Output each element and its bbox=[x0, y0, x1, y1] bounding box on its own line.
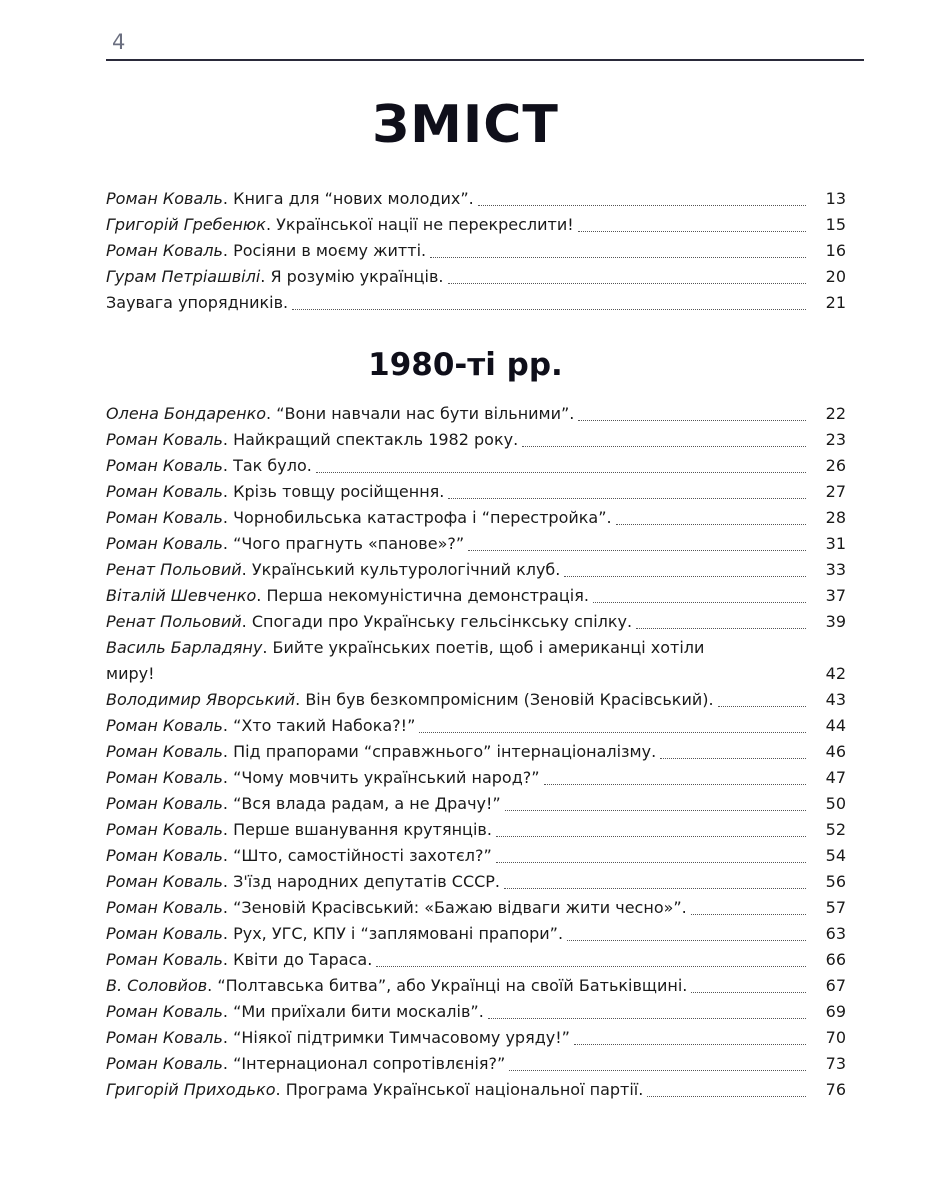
toc-entry[interactable] bbox=[106, 453, 846, 479]
toc-entry-author: Роман Коваль bbox=[106, 768, 223, 787]
toc-entry-title: Заувага упорядників. bbox=[106, 293, 289, 312]
toc-entry-page: 46 bbox=[825, 742, 846, 761]
toc-entry-author: В. Соловйов bbox=[106, 976, 208, 995]
toc-entry-text: Роман Коваль. Так було. bbox=[106, 456, 312, 475]
toc-entry-text: Роман Коваль. Перше вшанування крутянців. bbox=[106, 820, 492, 839]
toc-entry-page: 54 bbox=[825, 846, 846, 865]
toc-entry-author: Василь Барладяну bbox=[106, 638, 263, 657]
toc-entry-page: 73 bbox=[825, 1054, 846, 1073]
toc-entry-page: 21 bbox=[825, 293, 846, 312]
header-rule bbox=[106, 59, 864, 61]
toc-entry-text: Роман Коваль. Чорнобильська катастрофа і “перестройка”. bbox=[106, 508, 612, 527]
dot-leader bbox=[578, 420, 806, 421]
toc-entry-title: Програма Української національної партії. bbox=[285, 1080, 644, 1099]
toc-entry-text: Григорій Гребенюк. Української нації не перекреслити! bbox=[106, 215, 574, 234]
toc-entry[interactable] bbox=[106, 583, 846, 609]
toc-entry-text: Віталій Шевченко. Перша некомуністична демонстрація. bbox=[106, 586, 589, 605]
toc-entry-title: Бийте українських поетів, щоб і американці хотіли bbox=[272, 638, 705, 657]
toc-entry-title-continuation: миру! bbox=[106, 664, 155, 683]
dot-leader bbox=[488, 1018, 806, 1019]
toc-entry-page: 69 bbox=[825, 1002, 846, 1021]
toc-entry-page: 26 bbox=[825, 456, 846, 475]
dot-leader bbox=[718, 706, 806, 707]
dot-leader bbox=[564, 576, 806, 577]
toc-entry-page: 39 bbox=[825, 612, 846, 631]
toc-entry-text: Роман Коваль. “Чому мовчить український народ?” bbox=[106, 768, 540, 787]
toc-entry-title: “Вся влада радам, а не Драчу!” bbox=[233, 794, 501, 813]
toc-entry[interactable] bbox=[106, 401, 846, 427]
dot-leader bbox=[574, 1044, 806, 1045]
toc-entry-title: Він був безкомпромісним (Зеновій Красівський). bbox=[305, 690, 714, 709]
toc-entry-author: Роман Коваль bbox=[106, 241, 223, 260]
toc-entry[interactable] bbox=[106, 791, 846, 817]
toc-entry[interactable] bbox=[106, 817, 846, 843]
toc-entry[interactable] bbox=[106, 1025, 846, 1051]
toc-entry-text: Роман Коваль. Росіяни в моєму житті. bbox=[106, 241, 427, 260]
toc-entry-page: 47 bbox=[825, 768, 846, 787]
toc-entry[interactable] bbox=[106, 895, 846, 921]
toc-entry[interactable] bbox=[106, 921, 846, 947]
toc-entry-page: 57 bbox=[825, 898, 846, 917]
toc-entry-page: 42 bbox=[825, 664, 846, 683]
toc-entry-title: “Ми приїхали бити москалів”. bbox=[233, 1002, 484, 1021]
toc-entry-page: 67 bbox=[825, 976, 846, 995]
toc-entry[interactable] bbox=[106, 713, 846, 739]
dot-leader bbox=[496, 862, 806, 863]
toc-entry-author: Григорій Приходько bbox=[106, 1080, 276, 1099]
dot-leader bbox=[505, 810, 806, 811]
toc-entry-title: “Полтавська битва”, або Українці на своїй Батьківщині. bbox=[217, 976, 688, 995]
dot-leader bbox=[544, 784, 806, 785]
toc-entry[interactable] bbox=[106, 212, 846, 238]
toc-entry-title: Спогади про Українську гельсінкську спілку. bbox=[251, 612, 633, 631]
toc-entry-author: Роман Коваль bbox=[106, 924, 223, 943]
toc-entry[interactable] bbox=[106, 687, 846, 713]
toc-entry-title: “Вони навчали нас бути вільними”. bbox=[276, 404, 575, 423]
dot-leader bbox=[430, 257, 806, 258]
toc-entry-page: 66 bbox=[825, 950, 846, 969]
toc-entry-title: Я розумію українців. bbox=[270, 267, 444, 286]
dot-leader bbox=[616, 524, 806, 525]
toc-entry-author: Віталій Шевченко bbox=[106, 586, 257, 605]
dot-leader bbox=[660, 758, 806, 759]
toc-entry-text: Роман Коваль. “Вся влада радам, а не Драчу!” bbox=[106, 794, 501, 813]
dot-leader bbox=[647, 1096, 806, 1097]
toc-entry-title: З'їзд народних депутатів СССР. bbox=[233, 872, 501, 891]
toc-entry-page: 23 bbox=[825, 430, 846, 449]
dot-leader bbox=[509, 1070, 806, 1071]
toc-entry-title: Крізь товщу російщення. bbox=[233, 482, 445, 501]
toc-entry[interactable] bbox=[106, 505, 846, 531]
toc-entry-text: Ренат Польовий. Спогади про Українську гельсінкську спілку. bbox=[106, 612, 633, 631]
toc-entry-page: 20 bbox=[825, 267, 846, 286]
toc-intro-list bbox=[106, 186, 846, 316]
toc-entry-page: 28 bbox=[825, 508, 846, 527]
toc-main-list bbox=[106, 401, 846, 1103]
toc-entry-page: 76 bbox=[825, 1080, 846, 1099]
toc-entry-title: Книга для “нових молодих”. bbox=[233, 189, 474, 208]
toc-entry[interactable] bbox=[106, 947, 846, 973]
toc-entry-title: “Што, самостійності захотєл?” bbox=[233, 846, 492, 865]
toc-entry-title: Найкращий спектакль 1982 року. bbox=[233, 430, 519, 449]
toc-entry[interactable] bbox=[106, 1051, 846, 1077]
toc-entry-title: Перша некомуністична демонстрація. bbox=[266, 586, 589, 605]
dot-leader bbox=[522, 446, 806, 447]
toc-entry-title: Перше вшанування крутянців. bbox=[233, 820, 492, 839]
toc-entry-page: 63 bbox=[825, 924, 846, 943]
dot-leader bbox=[593, 602, 806, 603]
toc-entry-text: Роман Коваль. Крізь товщу російщення. bbox=[106, 482, 445, 501]
dot-leader bbox=[567, 940, 806, 941]
toc-entry-text: Роман Коваль. “Чого прагнуть «панове»?” bbox=[106, 534, 465, 553]
page-title: ЗМІСТ bbox=[372, 95, 559, 155]
toc-entry-text: Роман Коваль. “Хто такий Набока?!” bbox=[106, 716, 416, 735]
dot-leader bbox=[578, 231, 806, 232]
toc-entry[interactable] bbox=[106, 238, 846, 264]
toc-entry-author: Роман Коваль bbox=[106, 898, 223, 917]
dot-leader bbox=[478, 205, 806, 206]
toc-entry-text: Роман Коваль. Квіти до Тараса. bbox=[106, 950, 373, 969]
toc-entry-author: Роман Коваль bbox=[106, 430, 223, 449]
toc-entry-page: 37 bbox=[825, 586, 846, 605]
toc-entry-author: Роман Коваль bbox=[106, 846, 223, 865]
toc-entry-text: Роман Коваль. З'їзд народних депутатів СССР. bbox=[106, 872, 501, 891]
toc-entry-page: 22 bbox=[825, 404, 846, 423]
toc-entry-author: Роман Коваль bbox=[106, 716, 223, 735]
dot-leader bbox=[496, 836, 806, 837]
toc-entry-page: 56 bbox=[825, 872, 846, 891]
toc-entry-author: Роман Коваль bbox=[106, 950, 223, 969]
toc-entry[interactable] bbox=[106, 531, 846, 557]
toc-entry-text: Роман Коваль. Найкращий спектакль 1982 року. bbox=[106, 430, 519, 449]
dot-leader bbox=[448, 283, 806, 284]
toc-entry[interactable] bbox=[106, 290, 846, 316]
toc-entry-title: Української нації не перекреслити! bbox=[276, 215, 574, 234]
toc-entry[interactable] bbox=[106, 843, 846, 869]
toc-entry-author: Григорій Гребенюк bbox=[106, 215, 266, 234]
toc-entry[interactable] bbox=[106, 973, 846, 999]
toc-entry-text: Роман Коваль. “Ми приїхали бити москалів”. bbox=[106, 1002, 484, 1021]
section-heading: 1980-ті рр. bbox=[368, 347, 563, 383]
toc-entry-page: 70 bbox=[825, 1028, 846, 1047]
toc-entry-author: Роман Коваль bbox=[106, 820, 223, 839]
toc-entry-author: Роман Коваль bbox=[106, 508, 223, 527]
toc-entry-page: 43 bbox=[825, 690, 846, 709]
toc-entry-author: Роман Коваль bbox=[106, 534, 223, 553]
toc-entry-text: Роман Коваль. “Што, самостійності захотєл?” bbox=[106, 846, 492, 865]
toc-entry-author: Роман Коваль bbox=[106, 1054, 223, 1073]
toc-entry[interactable] bbox=[106, 635, 846, 687]
toc-entry[interactable] bbox=[106, 557, 846, 583]
dot-leader bbox=[636, 628, 806, 629]
dot-leader bbox=[292, 309, 806, 310]
toc-entry-author: Гурам Петріашвілі bbox=[106, 267, 261, 286]
toc-entry-author: Роман Коваль bbox=[106, 872, 223, 891]
toc-entry-page: 16 bbox=[825, 241, 846, 260]
toc-entry-text: Ренат Польовий. Український культурологічний клуб. bbox=[106, 560, 561, 579]
toc-entry-author: Роман Коваль bbox=[106, 742, 223, 761]
toc-entry-author: Ренат Польовий bbox=[106, 560, 242, 579]
toc-entry-text: Роман Коваль. “Ніякої підтримки Тимчасовому уряду!” bbox=[106, 1028, 570, 1047]
toc-entry-author: Роман Коваль bbox=[106, 189, 223, 208]
toc-entry-text: Олена Бондаренко. “Вони навчали нас бути вільними”. bbox=[106, 404, 575, 423]
toc-entry-title: “Хто такий Набока?!” bbox=[233, 716, 416, 735]
toc-entry-author: Роман Коваль bbox=[106, 482, 223, 501]
toc-entry-text: Володимир Яворський. Він був безкомпромісним (Зеновій Красівський). bbox=[106, 690, 714, 709]
toc-entry-text: Роман Коваль. Під прапорами “справжнього” інтернаціоналізму. bbox=[106, 742, 657, 761]
dot-leader bbox=[376, 966, 806, 967]
toc-entry-author: Володимир Яворський bbox=[106, 690, 296, 709]
toc-entry[interactable] bbox=[106, 427, 846, 453]
dot-leader bbox=[448, 498, 806, 499]
toc-entry-page: 44 bbox=[825, 716, 846, 735]
page-number: 4 bbox=[112, 30, 127, 54]
toc-entry-title: Під прапорами “справжнього” інтернаціоналізму. bbox=[233, 742, 657, 761]
dot-leader bbox=[468, 550, 806, 551]
toc-entry[interactable] bbox=[106, 999, 846, 1025]
toc-entry-title: Так було. bbox=[233, 456, 312, 475]
toc-entry-title: “Чому мовчить український народ?” bbox=[233, 768, 540, 787]
toc-entry[interactable] bbox=[106, 765, 846, 791]
toc-entry-text: Гурам Петріашвілі. Я розумію українців. bbox=[106, 267, 444, 286]
toc-entry-title: “Інтернационал сопротівлєнія?” bbox=[233, 1054, 506, 1073]
toc-entry[interactable] bbox=[106, 869, 846, 895]
toc-entry-text: Григорій Приходько. Програма Української національної партії. bbox=[106, 1080, 644, 1099]
toc-entry-title: “Зеновій Красівський: «Бажаю відваги жити чесно»”. bbox=[233, 898, 687, 917]
toc-entry[interactable] bbox=[106, 186, 846, 212]
toc-entry-title: Квіти до Тараса. bbox=[233, 950, 373, 969]
toc-entry[interactable] bbox=[106, 609, 846, 635]
toc-entry-page: 15 bbox=[825, 215, 846, 234]
toc-entry-text: Роман Коваль. Рух, УГС, КПУ і “заплямовані прапори”. bbox=[106, 924, 564, 943]
toc-entry[interactable] bbox=[106, 739, 846, 765]
dot-leader bbox=[504, 888, 806, 889]
toc-entry-author: Роман Коваль bbox=[106, 794, 223, 813]
toc-entry-text: Василь Барладяну. Бийте українських поетів, щоб і американці хотіли bbox=[106, 638, 705, 657]
toc-entry-text: В. Соловйов. “Полтавська битва”, або Українці на своїй Батьківщині. bbox=[106, 976, 688, 995]
toc-entry-title: Чорнобильська катастрофа і “перестройка”. bbox=[233, 508, 612, 527]
dot-leader bbox=[316, 472, 806, 473]
toc-entry-page: 33 bbox=[825, 560, 846, 579]
toc-entry-title: “Чого прагнуть «панове»?” bbox=[233, 534, 465, 553]
toc-entry-title: Український культурологічний клуб. bbox=[251, 560, 561, 579]
toc-entry-page: 27 bbox=[825, 482, 846, 501]
toc-entry-author: Роман Коваль bbox=[106, 1002, 223, 1021]
toc-entry-page: 31 bbox=[825, 534, 846, 553]
toc-entry-title: Росіяни в моєму житті. bbox=[233, 241, 427, 260]
dot-leader bbox=[691, 992, 806, 993]
toc-entry-author: Ренат Польовий bbox=[106, 612, 242, 631]
toc-entry-text: Роман Коваль. Книга для “нових молодих”. bbox=[106, 189, 474, 208]
toc-entry-page: 13 bbox=[825, 189, 846, 208]
toc-entry-author: Роман Коваль bbox=[106, 456, 223, 475]
toc-entry[interactable] bbox=[106, 479, 846, 505]
toc-entry[interactable] bbox=[106, 264, 846, 290]
toc-entry-page: 52 bbox=[825, 820, 846, 839]
toc-entry-title: “Ніякої підтримки Тимчасовому уряду!” bbox=[233, 1028, 570, 1047]
toc-entry-author: Роман Коваль bbox=[106, 1028, 223, 1047]
toc-entry-text: Роман Коваль. “Інтернационал сопротівлєнія?” bbox=[106, 1054, 506, 1073]
toc-entry-title: Рух, УГС, КПУ і “заплямовані прапори”. bbox=[233, 924, 564, 943]
dot-leader bbox=[419, 732, 806, 733]
toc-entry[interactable] bbox=[106, 1077, 846, 1103]
dot-leader bbox=[691, 914, 806, 915]
toc-entry-text bbox=[106, 290, 288, 316]
toc-entry-text: Роман Коваль. “Зеновій Красівський: «Бажаю відваги жити чесно»”. bbox=[106, 898, 687, 917]
toc-entry-author: Олена Бондаренко bbox=[106, 404, 267, 423]
toc-entry-page: 50 bbox=[825, 794, 846, 813]
